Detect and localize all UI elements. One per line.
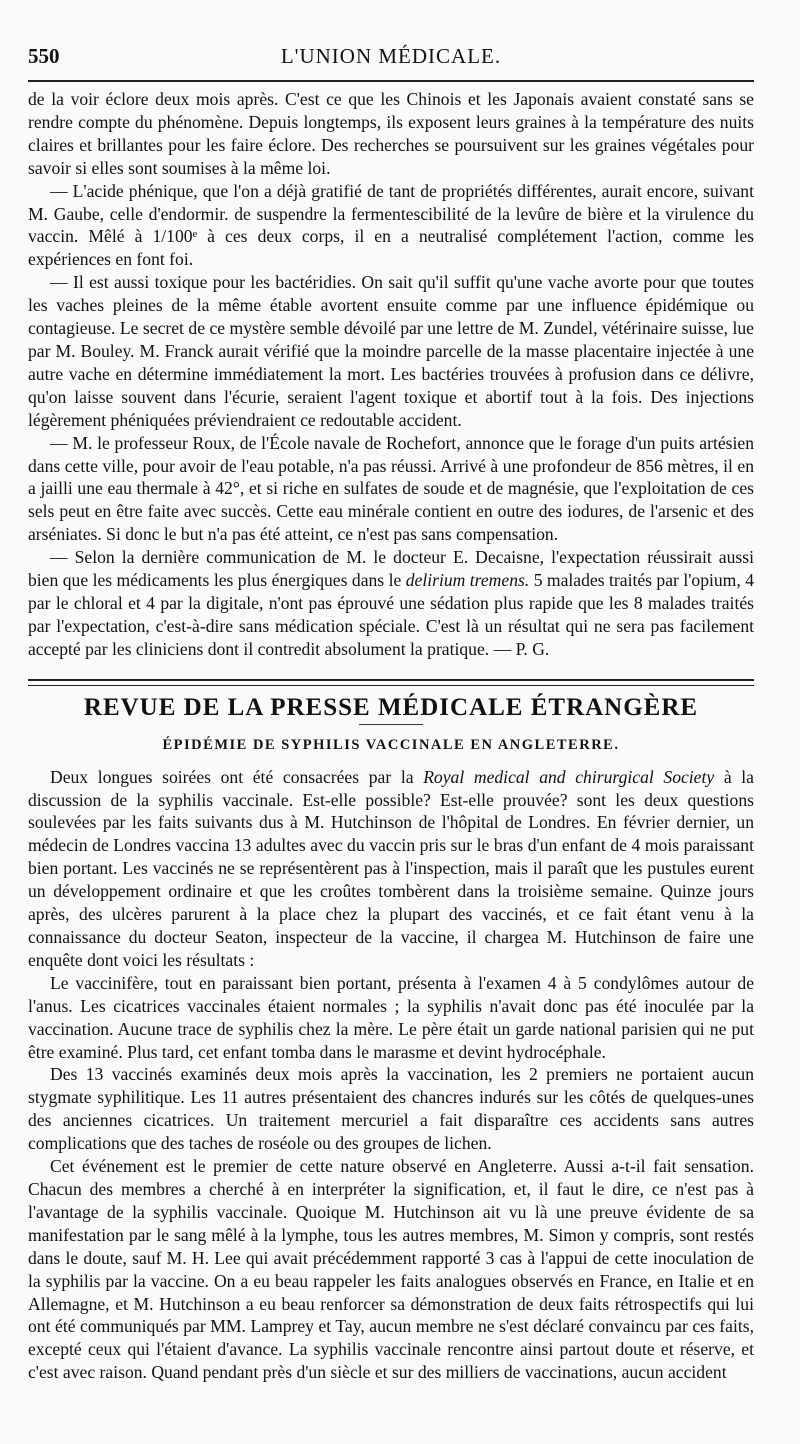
paragraph: Le vaccinifère, tout en paraissant bien portant, présenta à l'examen 4 à 5 condylômes autour de l'anus. Les cicatrices vaccinales étaient normales ; la syphilis n'avait donc pas été inoculée par la vaccination. Aucune trace de syphilis chez la mère. Le père était un garde national parisien qui ne put être examiné. Plus tard, cet enfant tomba dans le marasme et devint hydrocéphale.	[28, 972, 754, 1062]
paragraph: de la voir éclore deux mois après. C'est ce que les Chinois et les Japonais avaient constaté sans se rendre compte du phénomène. Depuis longtemps, ils exposent leurs graines à la température des nuits claires et brillantes pour les faire éclore. Des recherches se poursuivent sur les graines végétales pour savoir si elles sont soumises à la même loi.	[28, 89, 754, 178]
paragraph: — M. le professeur Roux, de l'École navale de Rochefort, annonce que le forage d'un puits artésien dans cette ville, pour avoir de l'eau potable, n'a pas réussi. Arrivé à une profondeur de 856 mètres, il en a jailli une eau thermale à 42°, et si riche en sulfates de soude et de magnésie, que l'exploitation de ces sels peut en être faite avec succès. Cette eau minérale contient en outre des iodures, de l'arsenic et des arséniates. Si donc le but n'a pas été atteint, ce n'est pas sans compensation.	[28, 432, 754, 545]
paragraph	[28, 546, 754, 661]
article-title: ÉPIDÉMIE DE SYPHILIS VACCINALE EN ANGLETERRE.	[162, 736, 620, 753]
text-run: à la discussion de la syphilis vaccinale. Est-elle possible? Est-elle prouvée? sont les deux questions soulevées par les faits suivants dus à M. Hutchinson de l'hôpital de Londres. En février dernier, un médecin de Londres vaccina 13 adultes avec du vaccin pris sur le bras d'un enfant de 4 mois paraissant bien portant. Les vaccinés ne se représentèrent pas à l'inspection, mais il paraît que les pustules eurent un développement ordinaire et que les croûtes tombèrent dans la troisième semaine. Quinze jours après, des ulcères parurent à la place chez la plupart des vaccinés, et ce fait étant venu à la connaissance du docteur Seaton, inspecteur de la vaccine, il chargea M. Hutchinson de faire une enquête dont voici les résultats :	[28, 766, 754, 970]
section-separator	[28, 679, 754, 686]
text-run: — Selon la dernière communication de M. le docteur E. Decaisne, l'expectation réussirait aussi bien que les médicaments les plus énergiques dans le	[28, 547, 754, 591]
italic-term: Royal medical and chirurgical Society	[423, 766, 715, 787]
page-header	[28, 44, 754, 80]
paragraph	[28, 766, 754, 972]
running-title: L'UNION MÉDICALE.	[280, 44, 502, 68]
paragraph: — Il est aussi toxique pour les bactéridies. On sait qu'il suffit qu'une vache avorte pour que toutes les vaches pleines de la même étable avortent ensuite comme par une influence épidémique ou contagieuse. Le secret de ce mystère semble dévoilé par une lettre de M. Zundel, vétérinaire suisse, lue par M. Bouley. M. Franck aurait vérifié que la moindre parcelle de la masse placentaire injectée à une autre vache en détermine immédiatement la mort. Les bactéries trouvées à profusion dans ce délivre, qu'on laisse souvent dans l'écurie, seraient l'agent toxique et abortif tout à la fois. Des injections légèrement phéniquées préviendraient ce redoutable accident.	[28, 272, 754, 430]
title-rule	[359, 724, 423, 725]
text-run: Deux longues soirées ont été consacrées par la	[50, 766, 424, 787]
page-number: 550	[28, 44, 60, 68]
text-run: 5 malades traités par l'opium, 4 par le chloral et 4 par la digitale, n'ont pas éprouvé une sédation plus rapide que les 8 malades traités par l'expectation, c'est-à-dire sans médication spéciale. C'est là un résultat qui ne sera pas facilement accepté par les cliniciens dont il contredit absolument la pratique. — P. G.	[28, 570, 754, 659]
italic-term: delirium tremens.	[405, 570, 530, 591]
header-rule	[28, 80, 754, 82]
section-title: REVUE DE LA PRESSE MÉDICALE ÉTRANGÈRE	[83, 693, 699, 721]
paragraph: Cet événement est le premier de cette nature observé en Angleterre. Aussi a-t-il fait sensation. Chacun des membres a cherché à en interpréter la signification, et, il faut le dire, ce n'est pas à l'avantage de la syphilis vaccinale. Quoique M. Hutchinson ait vu là une preuve évidente de sa manifestation par le sang mêlé à la lymphe, tous les autres membres, M. Simon y compris, sont restés dans le doute, sauf M. H. Lee qui avait précédemment rapporté 3 cas à l'appui de cette inoculation de la syphilis par la vaccine. On a eu beau rappeler les faits analogues observés en France, en Italie et en Allemagne, et M. Hutchinson a eu beau renforcer sa démonstration de deux faits rétrospectifs qui lui ont été communiqués par MM. Lamprey et Tay, aucun membre ne s'est déclaré convaincu par ces faits, excepté ceux qui l'étaient d'avance. La syphilis vaccinale rencontre ainsi partout doute et réserve, et c'est avec raison. Quand pendant près d'un siècle et sur des milliers de vaccinations, aucun accident	[28, 1156, 754, 1383]
paragraph: — L'acide phénique, que l'on a déjà gratifié de tant de propriétés différentes, aurait encore, suivant M. Gaube, celle d'endormir. de suspendre la fermentescibilité de la levûre de bière et la virulence du vaccin. Mêlé à 1/100ᵉ à ces deux corps, il en a neutralisé complétement l'action, comme les expériences en font foi.	[28, 180, 754, 270]
paragraph: Des 13 vaccinés examinés deux mois après la vaccination, les 2 premiers ne portaient aucun stygmate syphilitique. Les 11 autres présentaient des chancres indurés sur les côtés de quelques-unes des anciennes cicatrices. Un traitement mercuriel a fait disparaître ces accidents sans autres complications que des taches de roséole ou des groupes de lichen.	[28, 1064, 754, 1154]
